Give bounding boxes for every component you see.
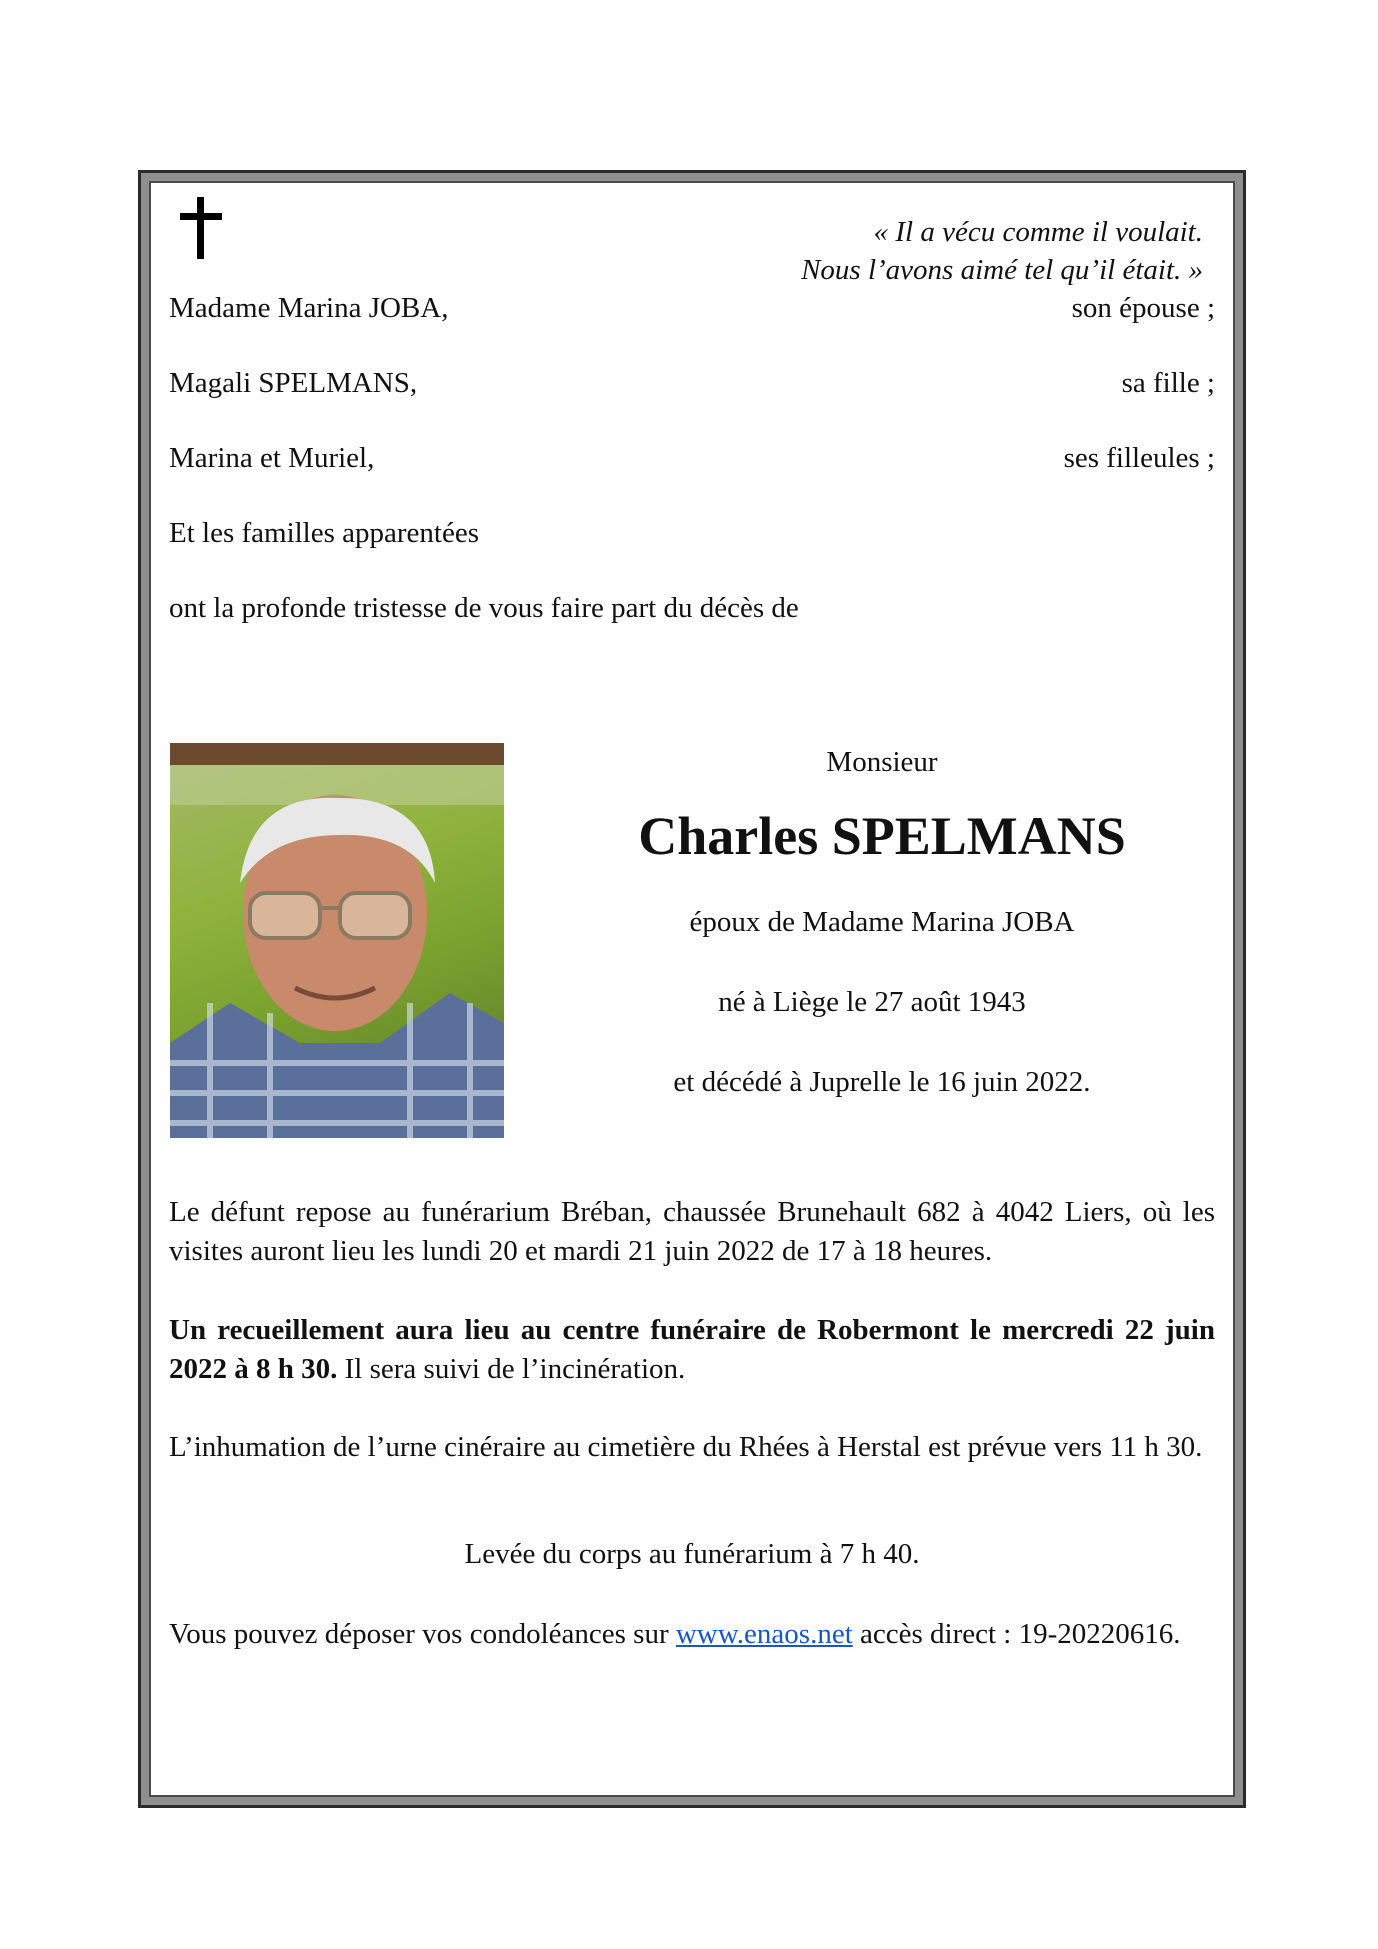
deceased-death: et décédé à Juprelle le 16 juin 2022.: [673, 1066, 1091, 1098]
obituary-frame: [138, 170, 1246, 1808]
portrait-illustration: [170, 743, 504, 1138]
burial-paragraph: L’inhumation de l’urne cinéraire au cimetière du Rhées à Herstal est prévue vers 11 h 30.: [169, 1431, 1203, 1463]
family-row: [169, 364, 1215, 403]
deceased-name: Charles SPELMANS: [638, 806, 1126, 866]
family-relation: ses filleules ;: [1063, 442, 1215, 474]
families-text: Et les familles apparentées: [169, 517, 480, 549]
deceased-title: Monsieur: [826, 746, 938, 778]
condolences-after: accès direct : 19-20220616.: [852, 1618, 1181, 1650]
deceased-photo: [170, 743, 504, 1138]
condolences-before: Vous pouvez déposer vos condoléances sur: [169, 1618, 676, 1650]
family-relation: son épouse ;: [1071, 292, 1215, 324]
family-relation: sa fille ;: [1121, 367, 1215, 399]
visitation-paragraph: Le défunt repose au funérarium Bréban, chaussée Brunehault 682 à 4042 Liers, où les visites auront lieu les lundi 20 et mardi 21 juin 2022 de 17 à 18 heures.: [169, 1196, 1215, 1267]
ceremony-rest-text: Il sera suivi de l’incinération.: [337, 1353, 686, 1385]
announcement-line: [169, 589, 1215, 628]
levee-line: Levée du corps au funérarium à 7 h 40.: [464, 1538, 920, 1570]
announcement-text: ont la profonde tristesse de vous faire part du décès de: [169, 592, 799, 624]
family-name: Marina et Muriel,: [169, 442, 375, 474]
deceased-birth: né à Liège le 27 août 1943: [718, 986, 1026, 1018]
family-name: Madame Marina JOBA,: [169, 292, 449, 324]
epitaph-quote: [801, 213, 1203, 289]
ceremony-paragraph: [169, 1311, 1215, 1389]
cross-icon: [177, 197, 225, 259]
quote-line-1: « Il a vécu comme il voulait.: [873, 216, 1203, 248]
deceased-spouse: époux de Madame Marina JOBA: [689, 906, 1075, 938]
condolences-paragraph: [169, 1615, 1215, 1654]
family-row: [169, 289, 1215, 328]
obituary-card: [149, 181, 1235, 1797]
family-name: Magali SPELMANS,: [169, 367, 418, 399]
quote-line-2: Nous l’avons aimé tel qu’il était. »: [801, 254, 1203, 286]
condolences-link[interactable]: www.enaos.net: [675, 1618, 853, 1650]
family-row: [169, 439, 1215, 478]
families-line: [169, 514, 1215, 553]
ceremony-bold-text: Un recueillement aura lieu au centre funéraire de Robermont le mercredi 22 juin 2022 à 8 h 30.: [169, 1314, 1215, 1385]
